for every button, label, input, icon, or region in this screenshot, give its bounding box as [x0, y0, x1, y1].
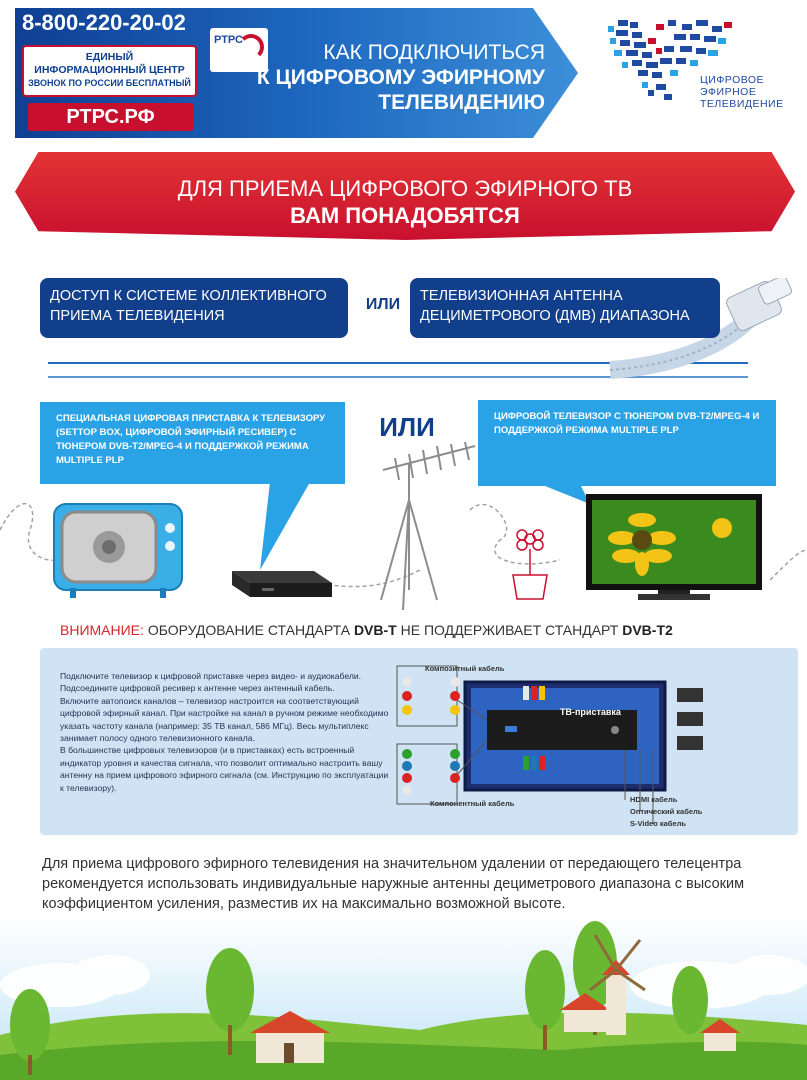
- recommendation-text: Для приема цифрового эфирного телевидения на значительном удалении от передающего телецентра рекомендуется использовать индивидуальные наружные антенны дециметрового диапазона с высоким коэффициентом усиления, разместив их на максимально возможной высоте.: [42, 856, 745, 912]
- digital-tv-callout: ЦИФРОВОЙ ТЕЛЕВИЗОР С ТЮНЕРОМ DVB-T2/MPEG-4 И ПОДДЕРЖКОЙ РЕЖИМА MULTIPLE PLP: [478, 400, 776, 486]
- flower-pot-icon: [505, 525, 555, 605]
- instruction-3: Включите автопоиск каналов – телевизор настроится на соответствующий цифровой эфирный канал. При настройке на канал в ручном режиме необходимо указать частоту канала (например: 35 ТВ канал, 586 МГц). Весь мультиплекс занимает полосу одного телевизионного канала.: [60, 695, 389, 744]
- title-line1: КАК ПОДКЛЮЧИТЬСЯ: [323, 41, 545, 64]
- banner-line2: ВАМ ПОНАДОБЯТСЯ: [290, 203, 520, 228]
- warning-std2: DVB-T2: [622, 622, 673, 638]
- info-center-line2: ИНФОРМАЦИОННЫЙ ЦЕНТР: [34, 64, 185, 76]
- info-center-box: [22, 45, 197, 97]
- hdmi-cable-label: HDMI кабель: [630, 795, 678, 804]
- retro-tv-icon: [52, 500, 187, 600]
- composite-cable-label: Композитный кабель: [425, 664, 505, 673]
- brand-name: [700, 74, 800, 110]
- optical-cable-label: Оптический кабель: [630, 807, 703, 816]
- component-cable-label: Компонентный кабель: [430, 799, 515, 808]
- set-top-box-label: ТВ-приставка: [560, 707, 621, 717]
- warning-label: ВНИМАНИЕ:: [60, 622, 144, 638]
- instructions-text: [60, 670, 390, 794]
- or-label-2: ИЛИ: [379, 412, 435, 442]
- warning-text2: НЕ ПОДДЕРЖИВАЕТ СТАНДАРТ: [400, 622, 619, 638]
- instruction-1: Подключите телевизор к цифровой приставке через видео- и аудиокабели.: [60, 671, 362, 681]
- antenna-box: ТЕЛЕВИЗИОННАЯ АНТЕННА ДЕЦИМЕТРОВОГО (ДМВ) ДИАПАЗОНА: [410, 278, 720, 338]
- antenna-icon: [375, 440, 485, 620]
- collective-reception-box: ДОСТУП К СИСТЕМЕ КОЛЛЕКТИВНОГО ПРИЕМА ТЕЛЕВИДЕНИЯ: [40, 278, 348, 338]
- info-center-line3: ЗВОНОК ПО РОССИИ БЕСПЛАТНЫЙ: [28, 78, 191, 88]
- rtrs-logo-text: РТРС: [214, 34, 243, 46]
- landscape-illustration: [0, 915, 807, 1080]
- warning-text1: ОБОРУДОВАНИЕ СТАНДАРТА: [147, 622, 351, 638]
- set-top-box-callout: СПЕЦИАЛЬНАЯ ЦИФРОВАЯ ПРИСТАВКА К ТЕЛЕВИЗОРУ (SETTOP BOX, ЦИФРОВОЙ ЭФИРНЫЙ РЕСИВЕР) С ТЮНЕРОМ DVB-T2/MPEG-4 И ПОДДЕРЖКОЙ РЕЖИМА MULTIPLE PLP: [40, 402, 345, 484]
- brand-line2: ЭФИРНОЕ: [700, 86, 757, 98]
- warning-std1: DVB-T: [353, 622, 397, 638]
- brand-line1: ЦИФРОВОЕ: [700, 74, 765, 86]
- flat-screen-tv-icon: [582, 490, 767, 605]
- site-link[interactable]: РТРС.РФ: [28, 103, 193, 131]
- instruction-2: Подсоедините цифровой ресивер к антенне через антенный кабель.: [60, 683, 335, 694]
- set-top-box-icon: [222, 563, 334, 603]
- hotline-phone[interactable]: 8-800-220-20-02: [22, 10, 186, 35]
- warning-line: [60, 622, 800, 638]
- title-line3: ТЕЛЕВИДЕНИЮ: [378, 91, 545, 114]
- svideo-cable-label: S-Video кабель: [630, 819, 686, 828]
- instruction-4: В большинстве цифровых телевизоров (и в приставках) есть встроенный индикатор уровня и качества сигнала, что позволит оптимально настроить вашу антенну на прием цифрового эфирного сигнала (см. Инструкцию по эксплуатации к телевизору).: [60, 745, 389, 793]
- banner-line1: ДЛЯ ПРИЕМА ЦИФРОВОГО ЭФИРНОГО ТВ: [177, 176, 633, 201]
- page-title: [205, 40, 545, 115]
- title-line2: К ЦИФРОВОМУ ЭФИРНОМУ: [256, 66, 545, 89]
- brand-line3: ТЕЛЕВИДЕНИЕ: [700, 98, 784, 110]
- info-center-line1: ЕДИНЫЙ: [85, 51, 134, 63]
- or-label-1: ИЛИ: [365, 296, 401, 313]
